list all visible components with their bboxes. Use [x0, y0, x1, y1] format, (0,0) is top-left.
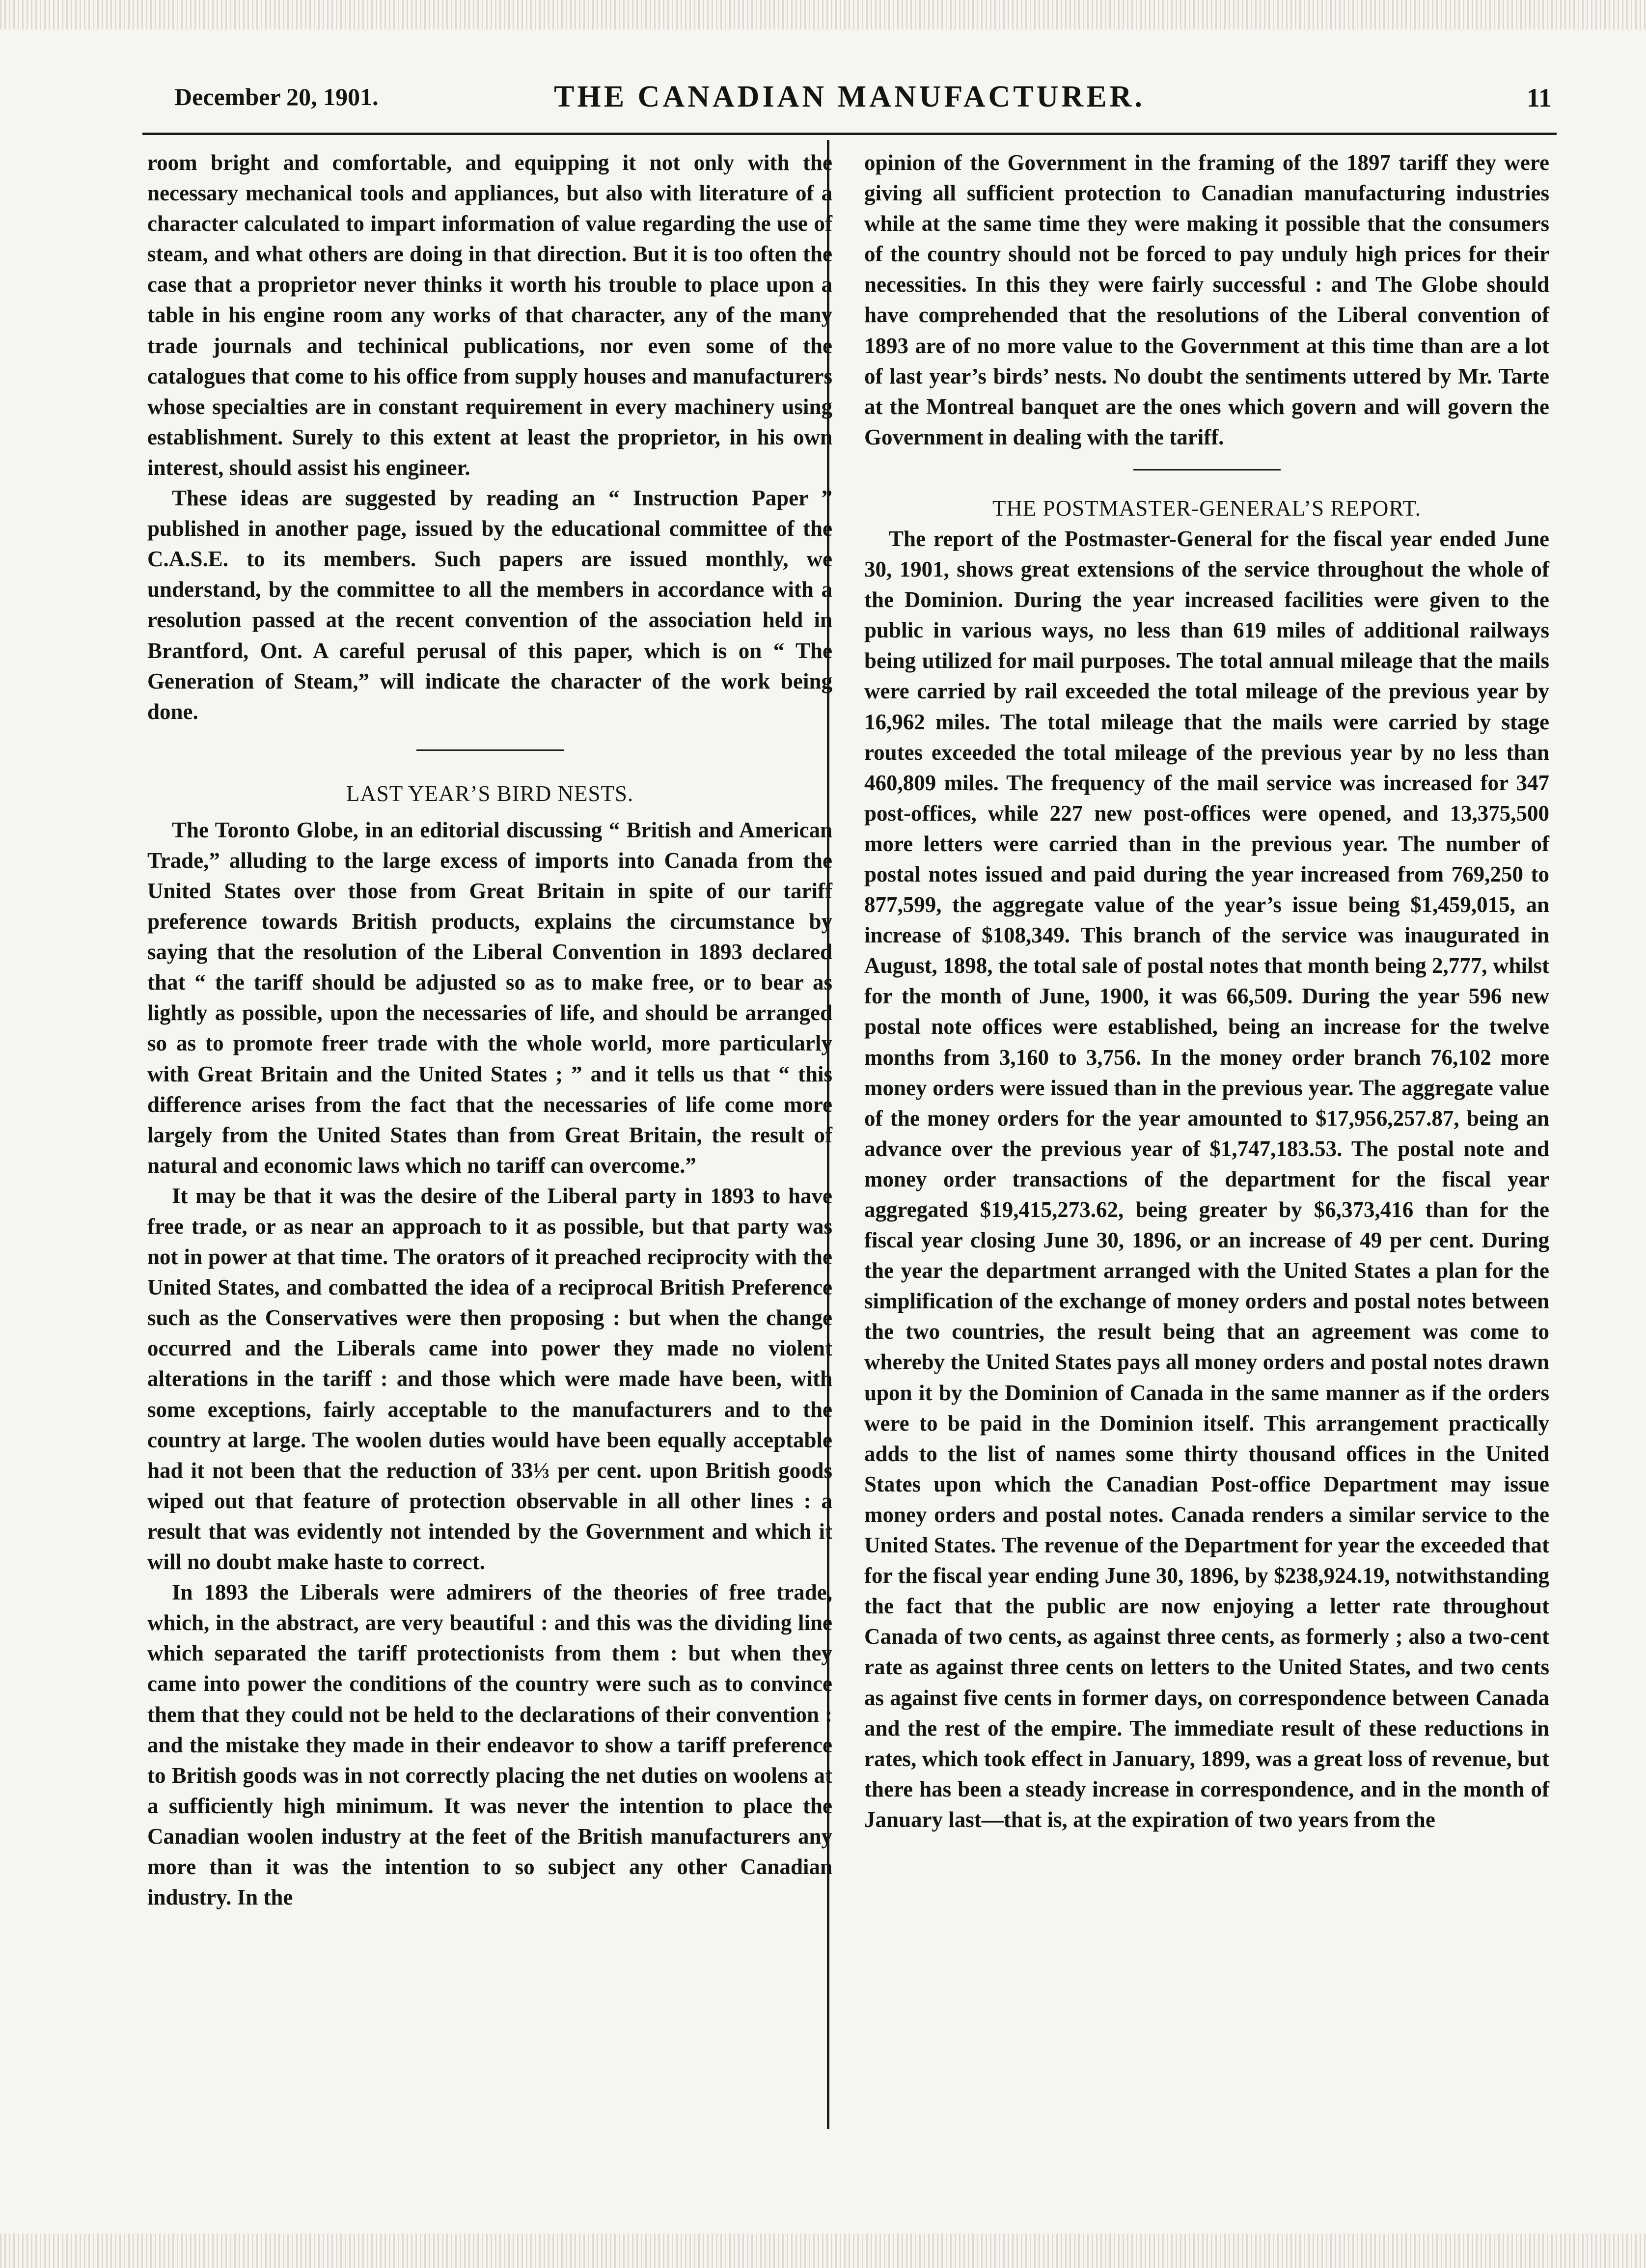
- article-heading: LAST YEAR’S BIRD NESTS.: [346, 781, 634, 806]
- page-number: 11: [1526, 83, 1552, 112]
- scan-noise-top: [0, 0, 1646, 29]
- article-paragraph: opinion of the Government in the framing of the 1897 tariff they were giving all sufficient protection to Canadian manufacturing industries while at the same time they were making it possible that the consumers of the country should not be forced to pay unduly high prices for their necessities. In this they were fairly successful : and The Globe should have comprehended that the resolutions of the Liberal convention of 1893 are of no more value to the Government at this time than are a lot of last year’s birds’ nests. No doubt the sentiments uttered by Mr. Tarte at the Montreal banquet are the ones which govern and will govern the Government in dealing with the tariff.: [864, 150, 1549, 449]
- article-paragraph: These ideas are suggested by reading an “ Instruction Paper ” published in another page, issued by the educational committee of the C.A.S.E. to its members. Such papers are issued monthly, we understand, by the committee to all the members in accordance with a resolution passed at the recent convention of the association held in Brantford, Ont. A careful perusal of this paper, which is on “ The Generation of Steam,” will indicate the character of the work being done.: [147, 486, 832, 724]
- page-header: [147, 80, 1552, 127]
- article-paragraph: In 1893 the Liberals were admirers of the theories of free trade, which, in the abstract, are very beautiful : and this was the dividing line which separated the tariff protectionists from them : but when they came into power the conditions of the country were such as to convince them that they could not be held to the declarations of their convention : and the mistake they made in their endeavor to show a tariff preference to British goods was in not correctly placing the net duties on woolens at a sufficiently high minimum. It was never the intention to place the Canadian woolen industry at the feet of the British manufacturers any more than it was the intention to so subject any other Canadian industry. In the: [147, 1580, 832, 1910]
- article-heading: THE POSTMASTER-GENERAL’S REPORT.: [992, 496, 1422, 521]
- scan-noise-bottom: [0, 2234, 1646, 2268]
- right-column: [864, 147, 1549, 1835]
- publication-title: THE CANADIAN MANUFACTURER.: [554, 80, 1145, 113]
- section-separator: [416, 749, 564, 751]
- header-rule: [142, 133, 1557, 135]
- left-column: [147, 147, 832, 1912]
- issue-date: December 20, 1901.: [174, 83, 379, 111]
- article-paragraph: It may be that it was the desire of the Liberal party in 1893 to have free trade, or as near an approach to it as possible, but that party was not in power at that time. The orators of it preached reciprocity with the United States, and combatted the idea of a reciprocal British Preference such as the Conservatives were then proposing : but when the change occurred and the Liberals came into power they made no violent alterations in the tariff : and those which were made have been, with some exceptions, fairly acceptable to the manufacturers and to the country at large. The woolen duties would have been equally acceptable had it not been that the reduction of 33⅓ per cent. upon British goods wiped out that feature of protection observable in all other lines : a result that was evidently not intended by the Government and which it will no doubt make haste to correct.: [147, 1183, 832, 1575]
- section-separator: [1133, 469, 1281, 470]
- article-paragraph: room bright and comfortable, and equipping it not only with the necessary mechanical tools and appliances, but also with literature of a character calculated to impart information of value regarding the use of steam, and what others are doing in that direction. But it is too often the case that a proprietor never thinks it worth his trouble to place upon a table in his engine room any works of that character, any of the many trade journals and techinical publications, nor even some of the catalogues that come to his office from supply houses and manufacturers whose specialties are in constant requirement in every machinery using establishment. Surely to this extent at least the proprietor, in his own interest, should assist his engineer.: [147, 150, 832, 480]
- article-paragraph: The Toronto Globe, in an editorial discussing “ British and American Trade,” alluding to the large excess of imports into Canada from the United States over those from Great Britain in spite of our tariff preference towards British products, explains the circumstance by saying that the resolution of the Liberal Convention in 1893 declared that “ the tariff should be adjusted so as to make free, or to bear as lightly as possible, upon the necessaries of life, and should be arranged so as to promote freer trade with the whole world, more particularly with Great Britain and the United States ; ” and it tells us that “ this difference arises from the fact that the necessaries of life come more largely from the United States than from Great Britain, the result of natural and economic laws which no tariff can overcome.”: [147, 817, 832, 1178]
- article-paragraph: The report of the Postmaster-General for the fiscal year ended June 30, 1901, shows great extensions of the service throughout the whole of the Dominion. During the year increased facilities were given to the public in various ways, no less than 619 miles of additional railways being utilized for mail purposes. The total annual mileage that the mails were carried by rail exceeded the total mileage of the previous year by 16,962 miles. The total mileage that the mails were carried by stage routes exceeded the total mileage of the previous year by no less than 460,809 miles. The frequency of the mail service was increased for 347 post-offices, while 227 new post-offices were opened, and 13,375,500 more letters were carried than in the previous year. The number of postal notes issued and paid during the year increased from 769,250 to 877,599, the aggregate value of the year’s issue being $1,459,015, an increase of $108,349. This branch of the service was inaugurated in August, 1898, the total sale of postal notes that month being 2,777, whilst for the month of June, 1900, it was 66,509. During the year 596 new postal note offices were established, being an increase for the twelve months from 3,160 to 3,756. In the money order branch 76,102 more money orders were issued than in the previous year. The aggregate value of the money orders for the year amounted to $17,956,257.87, being an advance over the previous year of $1,747,183.53. The postal note and money order transactions of the department for the fiscal year aggregated $19,415,273.62, being greater by $6,373,416 than for the fiscal year closing June 30, 1896, or an increase of 49 per cent. During the year the department arranged with the United States a plan for the simplification of the exchange of money orders and postal notes between the two countries, the result being that an agreement was come to whereby the United States pays all money orders and postal notes drawn upon it by the Dominion of Canada in the same manner as if the orders were to be paid in the Dominion itself. This arrangement practically adds to the list of names some thirty thousand offices in the United States upon which the Canadian Post-office Department may issue money orders and postal notes. Canada renders a similar service to the United States. The revenue of the Department for year the exceeded that for the fiscal year ending June 30, 1896, by $238,924.19, notwithstanding the fact that the public are now enjoying a letter rate throughout Canada of two cents, as against three cents, as formerly ; also a two-cent rate as against three cents on letters to the United States, and two cents as against five cents in former days, on correspondence between Canada and the rest of the empire. The immediate result of these reductions in rates, which took effect in January, 1899, was a great loss of revenue, but there has been a steady increase in correspondence, and in the month of January last—that is, at the expiration of two years from the: [864, 526, 1549, 1832]
